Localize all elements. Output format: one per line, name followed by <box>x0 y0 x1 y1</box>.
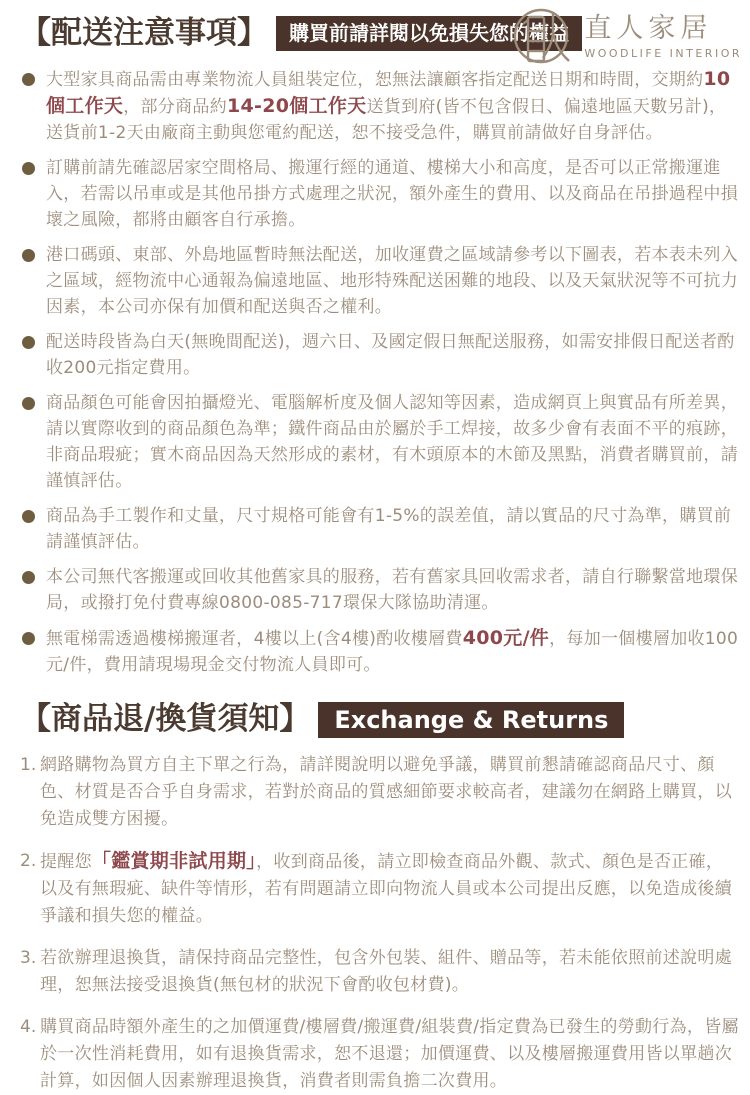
note-item <box>20 1014 740 1095</box>
bullet-icon <box>22 632 35 645</box>
bullet-icon <box>22 571 35 584</box>
note-text: 購買商品時額外產生的之加價運費/樓層費/搬運費/組裝費/指定費為已發生的勞動行為，皆屬於一次性消耗費用，如有退換貨需求，恕不退還；加價運費、以及樓層搬運費用皆以單趟次計算，如因個人因素辦理退換貨，消費者則需負擔二次費用。 <box>40 1016 739 1091</box>
bullet-icon <box>22 249 35 262</box>
bullet-icon <box>22 73 35 86</box>
brand-name: 直人家居 <box>584 13 713 45</box>
item-number: 4. <box>20 1016 37 1037</box>
note-item <box>20 155 740 233</box>
returns-section-header <box>20 702 740 738</box>
note-item <box>20 390 740 494</box>
note-item <box>20 564 740 616</box>
brand-logo-text <box>584 14 742 60</box>
note-item <box>20 625 740 678</box>
note-item <box>20 329 740 381</box>
note-text: 若欲辦理退換貨，請保持商品完整性，包含外包裝、組件、贈品等，若未能依照前述說明處理，恕無法接受退換貨(無包材的狀況下會酌收包材費)。 <box>40 947 732 995</box>
item-number: 1. <box>20 754 37 775</box>
returns-notes-list <box>20 752 740 1095</box>
note-item <box>20 752 740 833</box>
returns-section-badge: Exchange & Returns <box>318 702 624 738</box>
shipping-section-badge: 購買前請詳閱以免損失您的權益 <box>276 16 582 51</box>
bullet-icon <box>22 162 35 175</box>
shipping-section-title: 【配送注意事項】 <box>20 15 268 51</box>
bullet-icon <box>22 397 35 410</box>
item-number: 3. <box>20 947 37 968</box>
brand-logo <box>512 8 742 66</box>
note-item <box>20 848 740 930</box>
brand-subtitle: WOODLIFE INTERIOR <box>584 46 742 60</box>
item-number: 2. <box>20 850 37 871</box>
note-text: 大型家具商品需由專業物流人員組裝定位，恕無法讓顧客指定配送日期和時間，交期約10個工作天，部分商品約14-20個工作天送貨到府(皆不包含假日、偏遠地區天數另計)，送貨前1-2天由廠商主動與您電約配送，恕不接受急件，購買前請做好自身評估。 <box>46 67 731 143</box>
note-text: 本公司無代客搬運或回收其他舊家具的服務，若有舊家具回收需求者，請自行聯繫當地環保局，或撥打免付費專線0800-085-717環保大隊協助清運。 <box>46 566 738 613</box>
brand-logo-icon <box>512 8 576 66</box>
note-text: 商品為手工製作和丈量，尺寸規格可能會有1-5%的誤差值，請以實品的尺寸為準，購買前請謹慎評估。 <box>46 505 732 552</box>
note-text: 提醒您「鑑賞期非試用期」，收到商品後，請立即檢查商品外觀、款式、顏色是否正確，以及有無瑕疵、缺件等情形，若有問題請立即向物流人員或本公司提出反應，以免造成後續爭議和損失您的權益。 <box>40 849 732 926</box>
note-text: 訂購前請先確認居家空間格局、搬運行經的通道、樓梯大小和高度，是否可以正常搬運進入，若需以吊車或是其他吊掛方式處理之狀況，額外產生的費用、以及商品在吊掛過程中損壞之風險，都將由顧客自行承擔。 <box>46 157 738 230</box>
returns-section-title: 【商品退/換貨須知】 <box>20 700 311 737</box>
shipping-notes-list <box>20 66 740 678</box>
bullet-icon <box>22 336 35 349</box>
note-text: 網路購物為買方自主下單之行為，請詳閱說明以避免爭議，購買前懇請確認商品尺寸、顏色、材質是否合乎自身需求，若對於商品的質感細節要求較高者，建議勿在網路上購買，以免造成雙方困擾。 <box>40 754 732 829</box>
note-item <box>20 945 740 999</box>
note-text: 無電梯需透過樓梯搬運者，4樓以上(含4樓)酌收樓層費400元/件，每加一個樓層加收100元/件，費用請現場現金交付物流人員即可。 <box>46 626 739 675</box>
bullet-icon <box>22 510 35 523</box>
note-item <box>20 66 740 146</box>
note-text: 配送時段皆為白天(無晚間配送)，週六日、及國定假日無配送服務，如需安排假日配送者酌收200元指定費用。 <box>46 331 735 378</box>
note-item <box>20 503 740 555</box>
note-item <box>20 242 740 320</box>
note-text: 港口碼頭、東部、外島地區暫時無法配送，加收運費之區域請參考以下圖表，若本表未列入之區域，經物流中心通報為偏遠地區、地形特殊配送困難的地段、以及天氣狀況等不可抗力因素，本公司亦保有加價和配送與否之權利。 <box>46 244 738 317</box>
note-text: 商品顏色可能會因拍攝燈光、電腦解析度及個人認知等因素，造成網頁上與實品有所差異，請以實際收到的商品顏色為準；鐵件商品由於屬於手工焊接，故多少會有表面不平的痕跡，非商品瑕疵；實木商品因為天然形成的素材，有木頭原本的木節及黑點，消費者購買前，請謹慎評估。 <box>46 392 738 491</box>
